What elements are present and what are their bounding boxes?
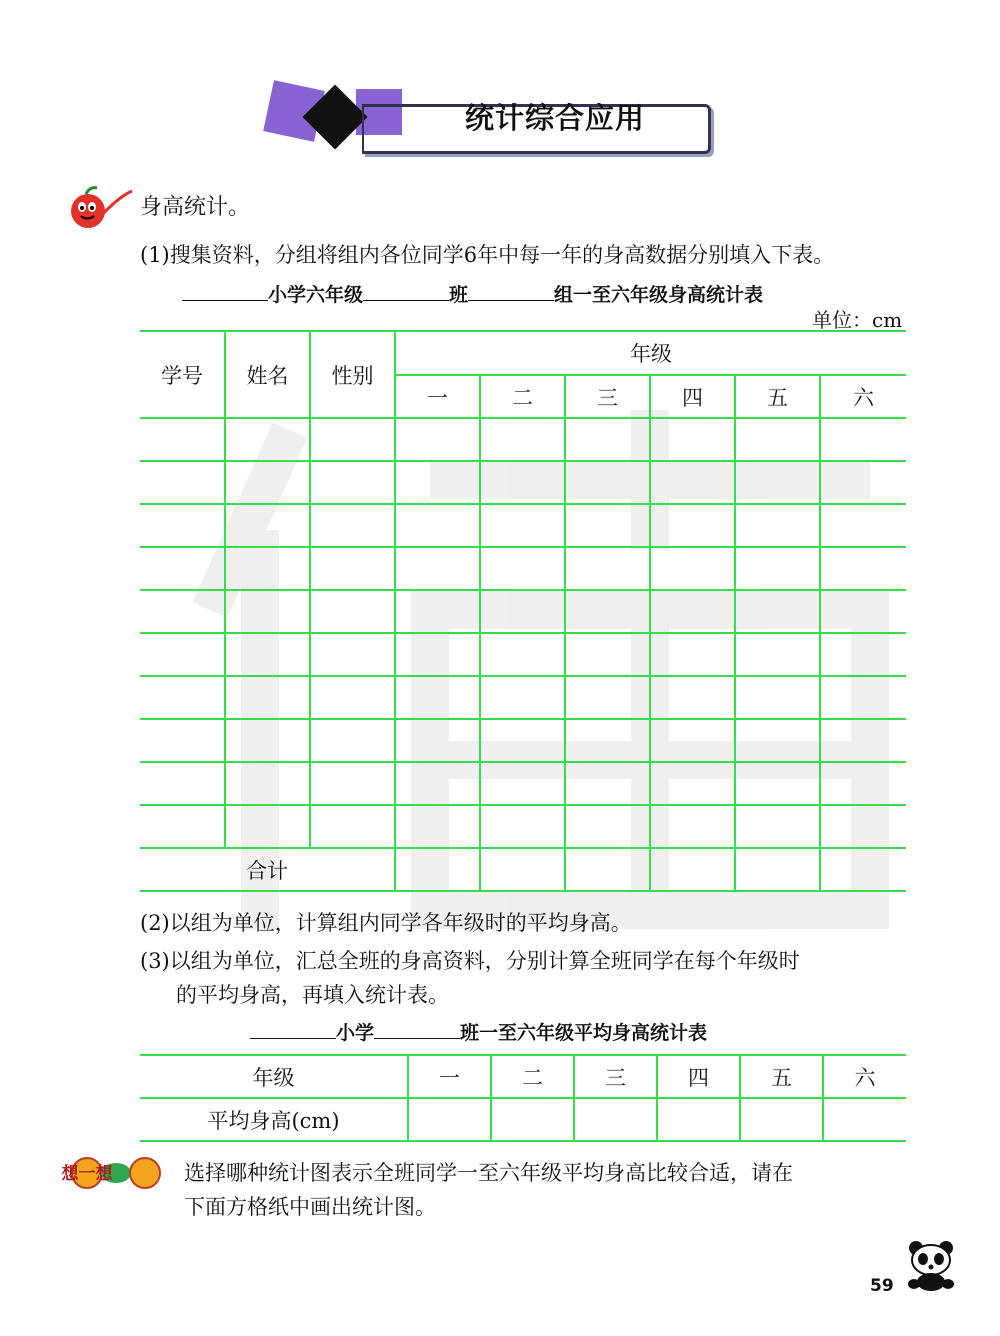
table-cell[interactable] xyxy=(395,633,480,676)
table-cell[interactable] xyxy=(395,762,480,805)
avg-grade-1: 一 xyxy=(408,1055,491,1098)
table-cell[interactable] xyxy=(310,719,395,762)
table1-body xyxy=(140,331,906,891)
header-gender: 性别 xyxy=(310,331,395,418)
table-cell[interactable] xyxy=(225,805,310,848)
table-cell[interactable] xyxy=(820,547,906,590)
table-cell[interactable] xyxy=(140,762,225,805)
table-cell[interactable] xyxy=(480,633,565,676)
table-cell[interactable] xyxy=(140,633,225,676)
table-cell[interactable] xyxy=(395,547,480,590)
table-cell[interactable] xyxy=(310,504,395,547)
table-cell[interactable] xyxy=(735,418,820,461)
table-cell[interactable] xyxy=(225,418,310,461)
table-cell[interactable] xyxy=(820,633,906,676)
table-cell[interactable] xyxy=(735,719,820,762)
table-cell[interactable] xyxy=(140,418,225,461)
avg-cell-6[interactable] xyxy=(823,1098,906,1141)
table-cell[interactable] xyxy=(225,547,310,590)
table-cell[interactable] xyxy=(480,504,565,547)
table-cell[interactable] xyxy=(395,676,480,719)
table-cell[interactable] xyxy=(310,418,395,461)
table-cell[interactable] xyxy=(650,719,735,762)
avg-grade-3: 三 xyxy=(574,1055,657,1098)
table1-caption: 小学六年级 班 组一至六年级身高统计表 xyxy=(182,280,763,307)
table-cell[interactable] xyxy=(225,590,310,633)
table-cell[interactable] xyxy=(310,633,395,676)
grade-6-header: 六 xyxy=(820,375,906,418)
avg-cell-4[interactable] xyxy=(657,1098,740,1141)
table-cell[interactable] xyxy=(225,762,310,805)
table-cell[interactable] xyxy=(820,461,906,504)
table-cell[interactable] xyxy=(225,676,310,719)
blank-class-2[interactable] xyxy=(374,1018,460,1039)
table-cell[interactable] xyxy=(735,461,820,504)
table-cell[interactable] xyxy=(820,805,906,848)
header-student-id: 学号 xyxy=(140,331,225,418)
table-cell[interactable] xyxy=(650,547,735,590)
grade-5-header: 五 xyxy=(735,375,820,418)
table-cell[interactable] xyxy=(735,633,820,676)
grade-3-header: 三 xyxy=(565,375,650,418)
panda-icon xyxy=(902,1238,960,1292)
table-cell[interactable] xyxy=(395,504,480,547)
blank-class[interactable] xyxy=(363,280,449,301)
grade-row xyxy=(140,1055,906,1098)
table-cell[interactable] xyxy=(565,504,650,547)
step-3-line-1: (3)以组为单位，汇总全班的身高资料，分别计算全班同学在每个年级时 xyxy=(140,949,800,973)
table-cell[interactable] xyxy=(650,676,735,719)
total-cell[interactable] xyxy=(820,848,906,891)
table-cell[interactable] xyxy=(735,504,820,547)
table-cell[interactable] xyxy=(140,461,225,504)
table-cell[interactable] xyxy=(480,676,565,719)
table-cell[interactable] xyxy=(650,590,735,633)
total-cell[interactable] xyxy=(735,848,820,891)
table-cell[interactable] xyxy=(735,676,820,719)
think-line-2: 下面方格纸中画出统计图。 xyxy=(184,1195,436,1219)
table-cell[interactable] xyxy=(820,676,906,719)
step-3-line-2: 的平均身高，再填入统计表。 xyxy=(176,983,449,1007)
avg-grade-5: 五 xyxy=(740,1055,823,1098)
blank-school-2[interactable] xyxy=(250,1018,336,1039)
step-1-text: (1)搜集资料，分组将组内各位同学6年中每一年的身高数据分别填入下表。 xyxy=(140,243,835,267)
table-cell[interactable] xyxy=(735,805,820,848)
table-cell[interactable] xyxy=(310,461,395,504)
total-row xyxy=(140,848,906,891)
table-cell[interactable] xyxy=(395,590,480,633)
table-cell[interactable] xyxy=(480,762,565,805)
table-row xyxy=(140,461,906,504)
table-cell[interactable] xyxy=(480,590,565,633)
table-row xyxy=(140,676,906,719)
total-cell[interactable] xyxy=(480,848,565,891)
table-cell[interactable] xyxy=(820,590,906,633)
average-height-row xyxy=(140,1098,906,1141)
svg-text:想一想: 想一想 xyxy=(61,1164,113,1184)
page-number: 59 xyxy=(870,1276,894,1296)
avg-cell-1[interactable] xyxy=(408,1098,491,1141)
header-name: 姓名 xyxy=(225,331,310,418)
page-title: 统计综合应用 xyxy=(464,101,645,135)
table-cell[interactable] xyxy=(480,805,565,848)
table-cell[interactable] xyxy=(225,633,310,676)
grade-row-label: 年级 xyxy=(140,1055,408,1098)
grade-4-header: 四 xyxy=(650,375,735,418)
table-cell[interactable] xyxy=(820,719,906,762)
table-cell[interactable] xyxy=(310,676,395,719)
table-cell[interactable] xyxy=(820,418,906,461)
table-cell[interactable] xyxy=(820,504,906,547)
table-cell[interactable] xyxy=(225,719,310,762)
average-height-label: 平均身高(cm) xyxy=(140,1098,408,1141)
table-cell[interactable] xyxy=(140,547,225,590)
table-cell[interactable] xyxy=(565,762,650,805)
table-cell[interactable] xyxy=(140,590,225,633)
table-cell[interactable] xyxy=(565,461,650,504)
table-row xyxy=(140,719,906,762)
height-stats-table xyxy=(140,330,906,892)
apple-mascot-icon xyxy=(66,183,136,233)
table-cell[interactable] xyxy=(310,762,395,805)
table-cell[interactable] xyxy=(565,633,650,676)
table-cell[interactable] xyxy=(820,762,906,805)
table-row xyxy=(140,418,906,461)
table-cell[interactable] xyxy=(735,762,820,805)
table-row xyxy=(140,504,906,547)
table-cell[interactable] xyxy=(650,418,735,461)
intro-label: 身高统计。 xyxy=(140,195,251,220)
table-cell[interactable] xyxy=(650,504,735,547)
table-cell[interactable] xyxy=(480,719,565,762)
table-cell[interactable] xyxy=(480,461,565,504)
table-cell[interactable] xyxy=(310,805,395,848)
table-cell[interactable] xyxy=(480,418,565,461)
table-cell[interactable] xyxy=(140,504,225,547)
table-cell[interactable] xyxy=(565,676,650,719)
table-cell[interactable] xyxy=(650,633,735,676)
table-cell[interactable] xyxy=(225,461,310,504)
table-cell[interactable] xyxy=(565,590,650,633)
table-cell[interactable] xyxy=(650,461,735,504)
step-2-text: (2)以组为单位，计算组内同学各年级时的平均身高。 xyxy=(140,911,632,935)
table-cell[interactable] xyxy=(140,676,225,719)
table-cell[interactable] xyxy=(650,805,735,848)
total-label: 合计 xyxy=(140,848,395,891)
table-cell[interactable] xyxy=(565,719,650,762)
avg-cell-3[interactable] xyxy=(574,1098,657,1141)
think-line-1: 选择哪种统计图表示全班同学一至六年级平均身高比较合适，请在 xyxy=(184,1161,793,1185)
table-cell[interactable] xyxy=(140,805,225,848)
table-cell[interactable] xyxy=(395,805,480,848)
table-cell[interactable] xyxy=(395,418,480,461)
total-cell[interactable] xyxy=(565,848,650,891)
table-cell[interactable] xyxy=(310,547,395,590)
table-cell[interactable] xyxy=(395,719,480,762)
table-cell[interactable] xyxy=(650,762,735,805)
table-cell[interactable] xyxy=(310,590,395,633)
avg-cell-5[interactable] xyxy=(740,1098,823,1141)
table2-caption: 小学 班一至六年级平均身高统计表 xyxy=(250,1018,707,1045)
think-badge xyxy=(61,1156,162,1190)
table-cell[interactable] xyxy=(735,547,820,590)
header-grade: 年级 xyxy=(395,331,906,375)
average-height-table xyxy=(140,1054,906,1142)
avg-cell-2[interactable] xyxy=(491,1098,574,1141)
avg-grade-2: 二 xyxy=(491,1055,574,1098)
table-cell[interactable] xyxy=(395,461,480,504)
unit-label: 单位：cm xyxy=(812,308,903,332)
grade-2-header: 二 xyxy=(480,375,565,418)
total-cell[interactable] xyxy=(650,848,735,891)
table-cell[interactable] xyxy=(480,547,565,590)
table-row xyxy=(140,805,906,848)
total-cell[interactable] xyxy=(395,848,480,891)
table-cell[interactable] xyxy=(140,719,225,762)
blank-group[interactable] xyxy=(468,280,554,301)
table-cell[interactable] xyxy=(735,590,820,633)
avg-grade-4: 四 xyxy=(657,1055,740,1098)
table-cell[interactable] xyxy=(565,547,650,590)
blank-school[interactable] xyxy=(182,280,268,301)
table-cell[interactable] xyxy=(565,418,650,461)
table-row xyxy=(140,590,906,633)
table-row xyxy=(140,547,906,590)
avg-grade-6: 六 xyxy=(823,1055,906,1098)
grade-1-header: 一 xyxy=(395,375,480,418)
table-cell[interactable] xyxy=(565,805,650,848)
table-row xyxy=(140,633,906,676)
table-cell[interactable] xyxy=(225,504,310,547)
table-row xyxy=(140,762,906,805)
